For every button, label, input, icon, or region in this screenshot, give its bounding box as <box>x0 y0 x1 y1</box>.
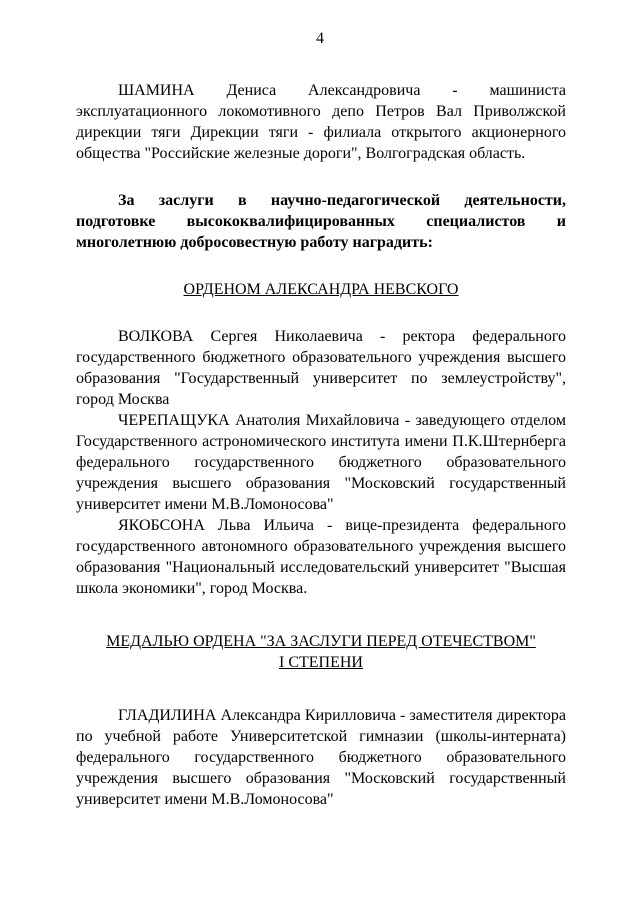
award-entry-yakobson: ЯКОБСОНА Льва Ильича - вице-президента федерального государственного автономного образовательного учреждения высшего образования "Национальный исследовательский университет "Высшая школа экономики", город Москва. <box>76 517 566 597</box>
document-body <box>76 80 566 810</box>
page-number: 4 <box>316 30 324 47</box>
award-intro: За заслуги в научно-педагогической деятельности, подготовке высококвалифицированных специалистов и многолетнюю добросовестную работу наградить: <box>76 192 566 251</box>
award-entry-shamin: ШАМИНА Дениса Александровича - машиниста эксплуатационного локомотивного депо Петров Вал Приволжской дирекции тяги Дирекции тяги - филиала открытого акционерного общества "Российские железные дороги", Волгоградская область. <box>76 82 566 162</box>
section-heading-medal-line2: I СТЕПЕНИ <box>279 654 363 671</box>
section-heading-order-nevsky: ОРДЕНОМ АЛЕКСАНДРА НЕВСКОГО <box>183 281 459 298</box>
award-entry-volkov: ВОЛКОВА Сергея Николаевича - ректора федерального государственного бюджетного образовательного учреждения высшего образования "Государственный университет по землеустройству", город Москва <box>76 328 566 408</box>
award-entry-gladilin: ГЛАДИЛИНА Александра Кирилловича - заместителя директора по учебной работе Университетской гимназии (школы-интерната) федерального государственного бюджетного образовательного учреждения высшего образования "Московский государственный университет имени М.В.Ломоносова" <box>76 707 566 808</box>
section-heading-medal-line1: МЕДАЛЬЮ ОРДЕНА "ЗА ЗАСЛУГИ ПЕРЕД ОТЕЧЕСТВОМ" <box>106 633 536 650</box>
award-entry-cherepashchuk: ЧЕРЕПАЩУКА Анатолия Михайловича - заведующего отделом Государственного астрономического института имени П.К.Штернберга федерального государственного бюджетного образовательного учреждения высшего образования "Московский государственный университет имени М.В.Ломоносова" <box>76 412 566 513</box>
